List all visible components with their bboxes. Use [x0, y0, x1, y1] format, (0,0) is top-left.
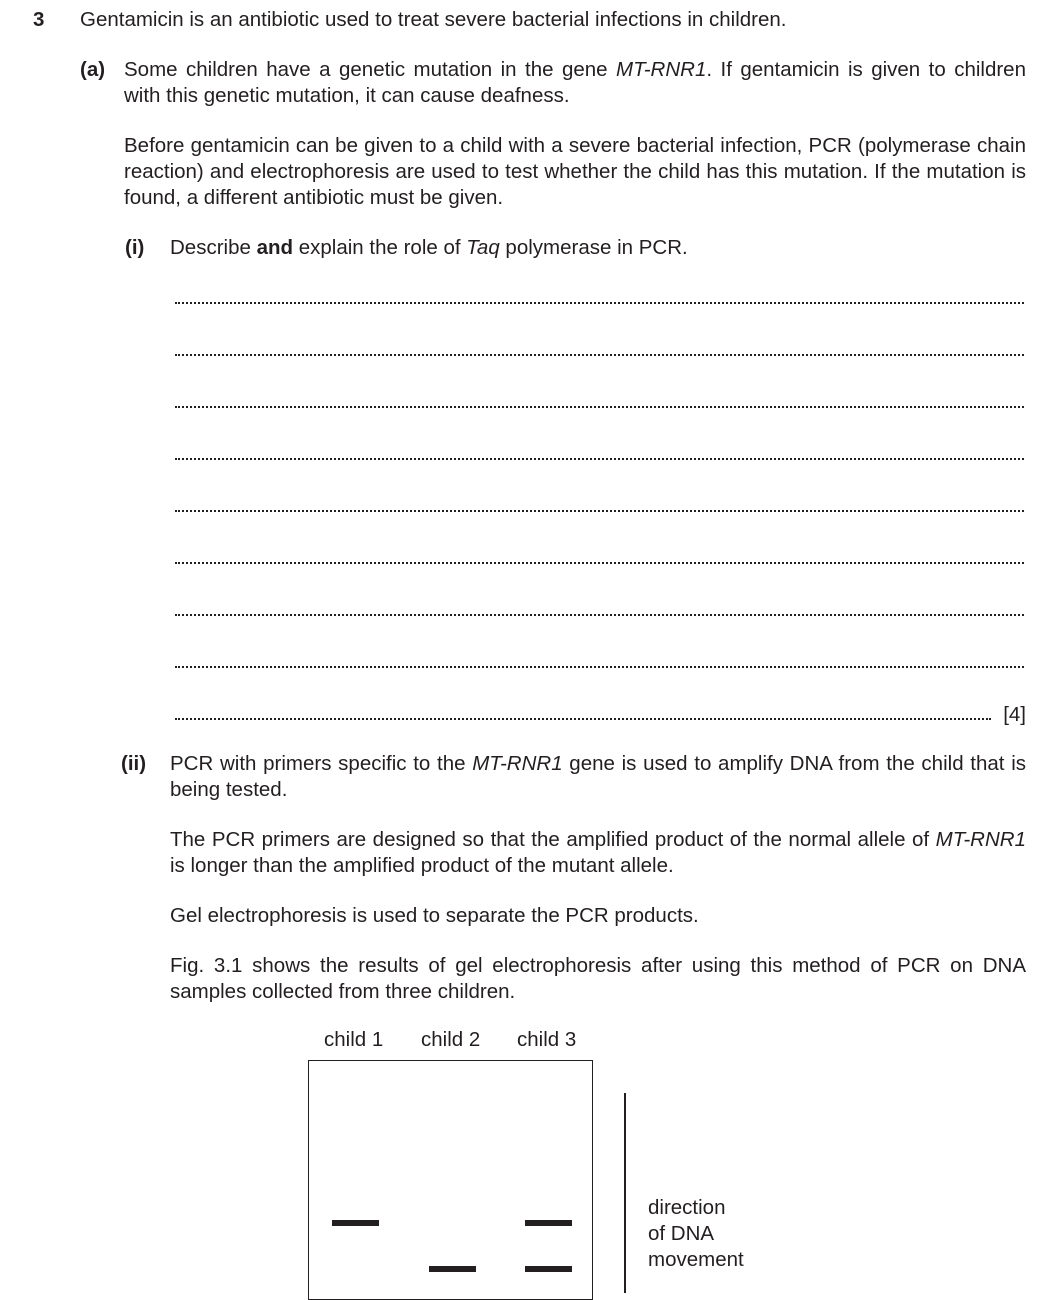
- part-a-text: Some children have a genetic mutation in the gene MT-RNR1. If gentamicin is given to children with this genetic mutation, it can cause deafness.: [124, 58, 1026, 107]
- question-number: 3: [33, 8, 45, 31]
- direction-label: direction of DNA movement: [648, 1196, 744, 1271]
- answer-line[interactable]: [175, 510, 1024, 512]
- lane-label-child-3: child 3: [517, 1028, 577, 1051]
- part-ii-text: PCR with primers specific to the MT-RNR1 gene is used to amplify DNA from the child that is being tested.: [170, 752, 1026, 801]
- answer-line[interactable]: [175, 354, 1024, 356]
- part-i-question: Describe and explain the role of Taq polymerase in PCR.: [170, 236, 688, 259]
- answer-line[interactable]: [175, 718, 991, 720]
- part-a-label: (a): [80, 58, 106, 81]
- answer-line[interactable]: [175, 458, 1024, 460]
- part-i-label: (i): [125, 236, 145, 259]
- band-child-1-normal: [332, 1220, 379, 1226]
- part-ii-electrophoresis: Gel electrophoresis is used to separate the PCR products.: [170, 904, 699, 927]
- gene-name: MT-RNR1: [616, 58, 707, 81]
- part-a-context: Before gentamicin can be given to a child with a severe bacterial infection, PCR (polymerase chain reaction) and electrophoresis are used to test whether the child has this mutation. If the mutation is found, a different antibiotic must be given.: [124, 134, 1026, 209]
- band-child-2-mutant: [429, 1266, 476, 1272]
- gel-diagram: [308, 1060, 593, 1300]
- answer-line[interactable]: [175, 406, 1024, 408]
- answer-line[interactable]: [175, 614, 1024, 616]
- lane-label-child-2: child 2: [421, 1028, 481, 1051]
- marks-label: [4]: [1003, 703, 1026, 726]
- answer-line[interactable]: [175, 562, 1024, 564]
- lane-label-child-1: child 1: [324, 1028, 384, 1051]
- question-intro: Gentamicin is an antibiotic used to treat severe bacterial infections in children.: [80, 8, 787, 31]
- band-child-3-normal: [525, 1220, 572, 1226]
- part-ii-figure-intro: Fig. 3.1 shows the results of gel electrophoresis after using this method of PCR on DNA samples collected from three children.: [170, 954, 1026, 1003]
- direction-arrow: [624, 1093, 626, 1293]
- answer-line[interactable]: [175, 666, 1024, 668]
- answer-line[interactable]: [175, 302, 1024, 304]
- part-ii-label: (ii): [121, 752, 147, 775]
- band-child-3-mutant: [525, 1266, 572, 1272]
- part-ii-primers: The PCR primers are designed so that the amplified product of the normal allele of MT-RNR1 is longer than the amplified product of the mutant allele.: [170, 828, 1026, 877]
